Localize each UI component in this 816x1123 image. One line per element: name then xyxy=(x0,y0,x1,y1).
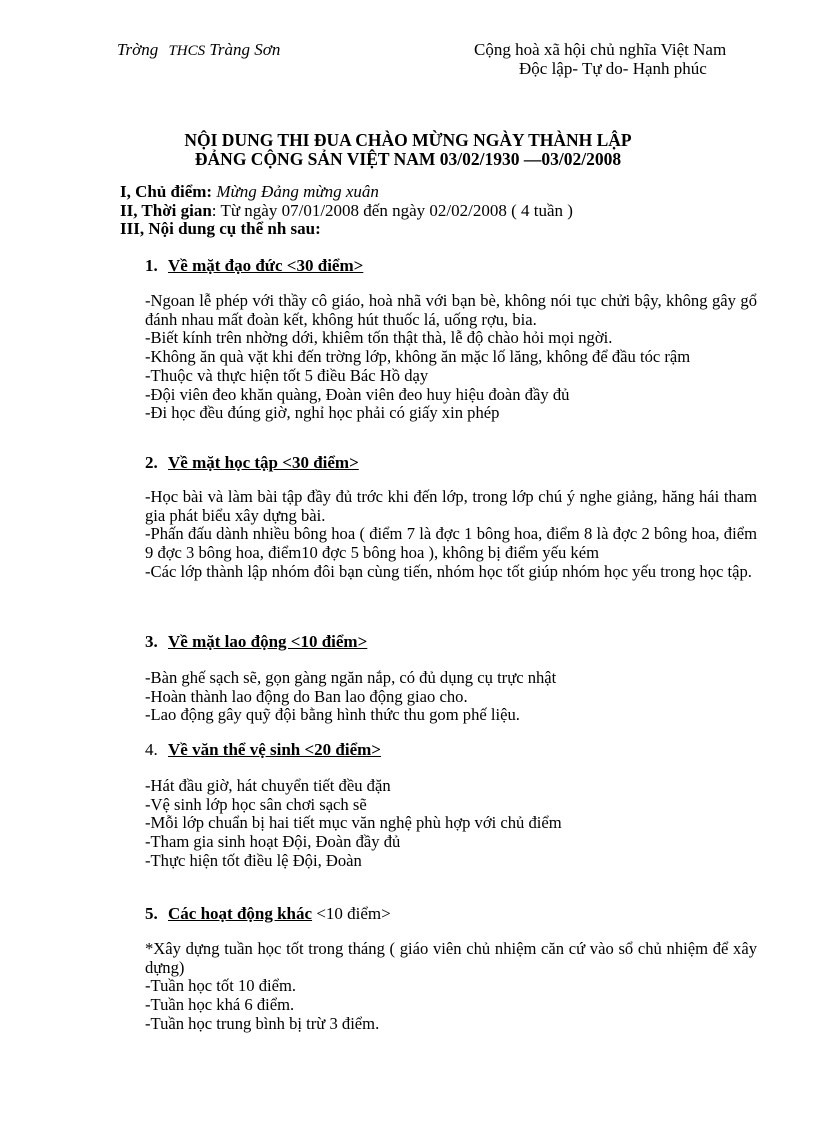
section-label: Về văn thể vệ sinh <20 điểm> xyxy=(168,740,381,759)
list-item: -Phấn đấu dành nhiều bông hoa ( điểm 7 là đợc 1 bông hoa, điểm 8 là đợc 2 bông hoa, điểm 9 đợc 3 bông hoa, điểm10 đợc 5 bông hoa ), không bị điểm yếu kém xyxy=(145,524,757,563)
list-item: *Xây dựng tuần học tốt trong tháng ( giáo viên chủ nhiệm căn cứ vào sổ chủ nhiệm để xây dựng) xyxy=(145,939,757,977)
list-item: -Biết kính trên nhờng dới, khiêm tốn thật thà, lễ độ chào hỏi mọi ngời. xyxy=(145,328,613,348)
content-row xyxy=(120,219,321,239)
section-2-body xyxy=(145,488,757,582)
list-item: -Thực hiện tốt điều lệ Đội, Đoàn xyxy=(145,850,362,870)
section-3-heading xyxy=(145,632,367,652)
school-place: Tràng Sơn xyxy=(209,40,281,59)
time-label: II, Thời gian xyxy=(120,201,212,220)
theme-row xyxy=(120,182,379,202)
school-level: THCS xyxy=(168,43,206,59)
list-item: -Ngoan lễ phép với thầy cô giáo, hoà nhã với bạn bè, không nói tục chửi bậy, không gây gổ đánh nhau mất đoàn kết, không hút thuốc lá, uống rợu, bia. xyxy=(145,291,757,329)
nation-line-2: Độc lập- Tự do- Hạnh phúc xyxy=(519,59,707,78)
list-item: -Tuần học tốt 10 điểm. xyxy=(145,976,297,996)
section-4-body xyxy=(145,777,757,871)
section-1-body xyxy=(145,292,757,423)
school-prefix: Trờng xyxy=(117,40,159,59)
list-item: -Các lớp thành lập nhóm đôi bạn cùng tiến, nhóm học tốt giúp nhóm học yếu trong học tập. xyxy=(145,561,752,581)
list-item: -Không ăn quà vặt khi đến trờng lớp, không ăn mặc lố lăng, không để đầu tóc rậm xyxy=(145,347,691,367)
section-label: Về mặt học tập <30 điểm> xyxy=(168,453,359,472)
section-1-heading xyxy=(145,256,363,276)
section-number: 4. xyxy=(145,740,158,759)
theme-value: Mừng Đảng mừng xuân xyxy=(216,182,379,201)
section-label: Về mặt lao động <10 điểm> xyxy=(168,632,368,651)
section-label: Các hoạt động khác xyxy=(168,904,313,923)
section-5-heading xyxy=(145,904,391,924)
section-points: <10 điểm> xyxy=(312,904,391,923)
list-item: -Học bài và làm bài tập đầy đủ trớc khi đến lớp, trong lớp chú ý nghe giảng, hăng hái tham gia phát biểu xây dựng bài. xyxy=(145,487,757,525)
section-number: 5. xyxy=(145,904,158,923)
section-label: Về mặt đạo đức <30 điểm> xyxy=(168,256,364,275)
content-label: III, Nội dung cụ thể nh sau: xyxy=(120,219,321,238)
section-4-heading xyxy=(145,740,381,760)
school-name xyxy=(117,40,280,60)
section-number: 3. xyxy=(145,632,158,651)
list-item: -Tham gia sinh hoạt Đội, Đoàn đầy đủ xyxy=(145,832,401,852)
list-item: -Mỗi lớp chuẩn bị hai tiết mục văn nghệ phù hợp với chủ điểm xyxy=(145,813,562,833)
section-3-body xyxy=(145,669,757,725)
list-item: -Tuần học trung bình bị trừ 3 điểm. xyxy=(145,1013,380,1033)
list-item: -Đi học đều đúng giờ, nghỉ học phải có giấy xin phép xyxy=(145,403,500,423)
list-item: -Vệ sinh lớp học sân chơi sạch sẽ xyxy=(145,794,367,814)
list-item: -Tuần học khá 6 điểm. xyxy=(145,995,295,1015)
list-item: -Lao động gây quỹ đội bằng hình thức thu gom phế liệu. xyxy=(145,705,520,725)
section-number: 2. xyxy=(145,453,158,472)
time-value: : Từ ngày 07/01/2008 đến ngày 02/02/2008 ( 4 tuần ) xyxy=(211,201,573,220)
title-line-2: ĐẢNG CỘNG SẢN VIỆT NAM 03/02/1930 —03/02/2008 xyxy=(194,149,622,169)
list-item: -Thuộc và thực hiện tốt 5 điều Bác Hồ dạy xyxy=(145,365,429,385)
section-number: 1. xyxy=(145,256,158,275)
list-item: -Hoàn thành lao động do Ban lao động giao cho. xyxy=(145,686,468,706)
title-line-1: NỘI DUNG THI ĐUA CHÀO MỪNG NGÀY THÀNH LẬP xyxy=(184,130,632,150)
section-5-body xyxy=(145,940,757,1034)
list-item: -Hát đầu giờ, hát chuyển tiết đều đặn xyxy=(145,776,391,795)
nation-line-1: Cộng hoà xã hội chủ nghĩa Việt Nam xyxy=(474,40,727,59)
list-item: -Bàn ghế sạch sẽ, gọn gàng ngăn nắp, có đủ dụng cụ trực nhật xyxy=(145,668,557,687)
section-2-heading xyxy=(145,453,359,473)
time-row xyxy=(120,201,573,221)
list-item: -Đội viên đeo khăn quàng, Đoàn viên đeo huy hiệu đoàn đầy đủ xyxy=(145,384,570,404)
theme-label: I, Chủ điểm: xyxy=(120,182,213,201)
